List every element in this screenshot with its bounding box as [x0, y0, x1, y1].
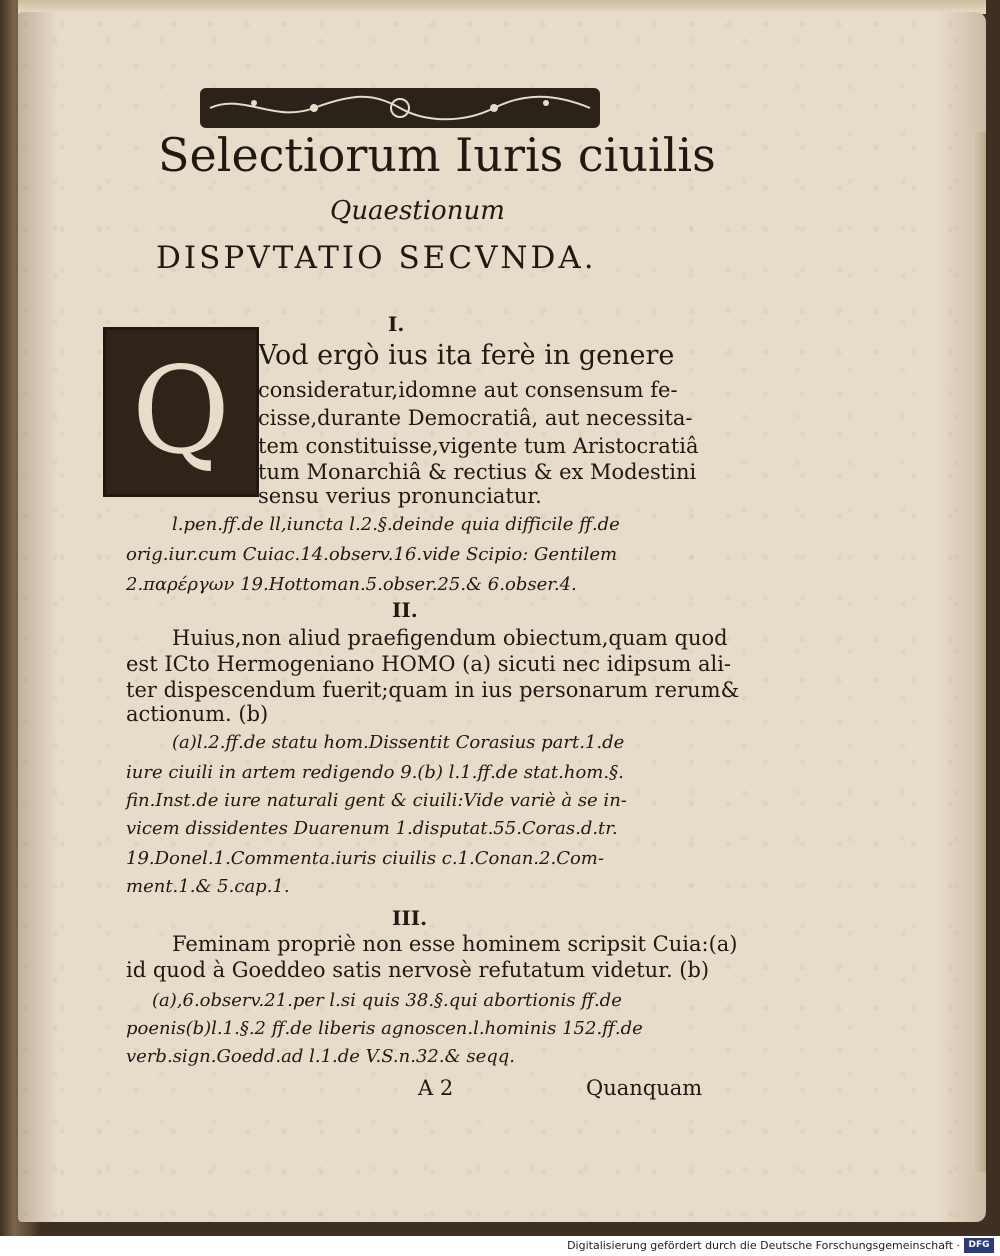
- page-subtitle: Quaestionum: [330, 196, 505, 226]
- catchword: Quanquam: [586, 1076, 703, 1100]
- section-line: tum Monarchiâ & rectius & ex Modestini: [258, 460, 697, 484]
- section-numeral: II.: [392, 598, 418, 622]
- footnote-line: (a)l.2.ff.de statu hom.Dissentit Corasius part.1.de: [172, 732, 625, 753]
- section-line: ter dispescendum fuerit;quam in ius personarum rerum&: [126, 678, 740, 702]
- section-line: tem constituisse,vigente tum Aristocratiâ: [258, 434, 699, 458]
- signature-mark: A 2: [418, 1076, 454, 1100]
- section-line: id quod à Goeddeo satis nervosè refutatum videtur. (b): [126, 958, 710, 982]
- section-numeral: III.: [392, 906, 428, 930]
- page-title: Selectiorum Iuris ciuilis: [158, 128, 716, 182]
- disputation-heading: DISPVTATIO SECVNDA.: [156, 240, 597, 276]
- decorated-initial: [103, 327, 259, 497]
- section-line: Feminam propriè non esse hominem scripsit Cuia:(a): [172, 932, 738, 956]
- footnote-line: poenis(b)l.1.§.2 ff.de liberis agnoscen.l.hominis 152.ff.de: [126, 1018, 643, 1039]
- initial-letter: Q: [131, 342, 231, 481]
- digitization-footer: [0, 1236, 1000, 1256]
- section-line: cisse,durante Democratiâ, aut necessita-: [258, 406, 693, 430]
- page-stack-edge: [972, 132, 986, 1172]
- dfg-logo-icon: DFG: [964, 1238, 994, 1253]
- footnote-line: verb.sign.Goedd.ad l.1.de V.S.n.32.& seqq.: [126, 1046, 515, 1067]
- book-page: [18, 12, 986, 1222]
- footnote-line: 2.παρέργων 19.Hottoman.5.obser.25.& 6.obser.4.: [126, 574, 577, 595]
- headpiece-ornament: [200, 88, 600, 128]
- section-numeral: I.: [388, 312, 405, 336]
- section-line: sensu verius pronunciatur.: [258, 484, 542, 508]
- ornament-vine-icon: [204, 91, 596, 125]
- footnote-line: orig.iur.cum Cuiac.14.observ.16.vide Scipio: Gentilem: [126, 544, 618, 565]
- section-line: est ICto Hermogeniano HOMO (a) sicuti nec idipsum ali-: [126, 652, 732, 676]
- section-line: Vod ergò ius ita ferè in genere: [258, 340, 675, 371]
- section-line: Huius,non aliud praefigendum obiectum,quam quod: [172, 626, 728, 650]
- footnote-line: 19.Donel.1.Commenta.iuris ciuilis c.1.Conan.2.Com-: [126, 848, 604, 869]
- footnote-line: (a),6.observ.21.per l.si quis 38.§.qui abortionis ff.de: [152, 990, 622, 1011]
- footer-credit: Digitalisierung gefördert durch die Deutsche Forschungsgemeinschaft ·: [567, 1239, 960, 1252]
- footnote-line: ment.1.& 5.cap.1.: [126, 876, 290, 897]
- section-line: actionum. (b): [126, 702, 269, 726]
- footnote-line: vicem dissidentes Duarenum 1.disputat.55.Coras.d.tr.: [126, 818, 618, 839]
- footnote-line: iure ciuili in artem redigendo 9.(b) l.1.ff.de stat.hom.§.: [126, 762, 624, 783]
- section-line: consideratur,idomne aut consensum fe-: [258, 378, 678, 402]
- footnote-line: l.pen.ff.de ll,iuncta l.2.§.deinde quia difficile ff.de: [172, 514, 620, 535]
- footnote-line: fin.Inst.de iure naturali gent & ciuili:Vide variè à se in-: [126, 790, 627, 811]
